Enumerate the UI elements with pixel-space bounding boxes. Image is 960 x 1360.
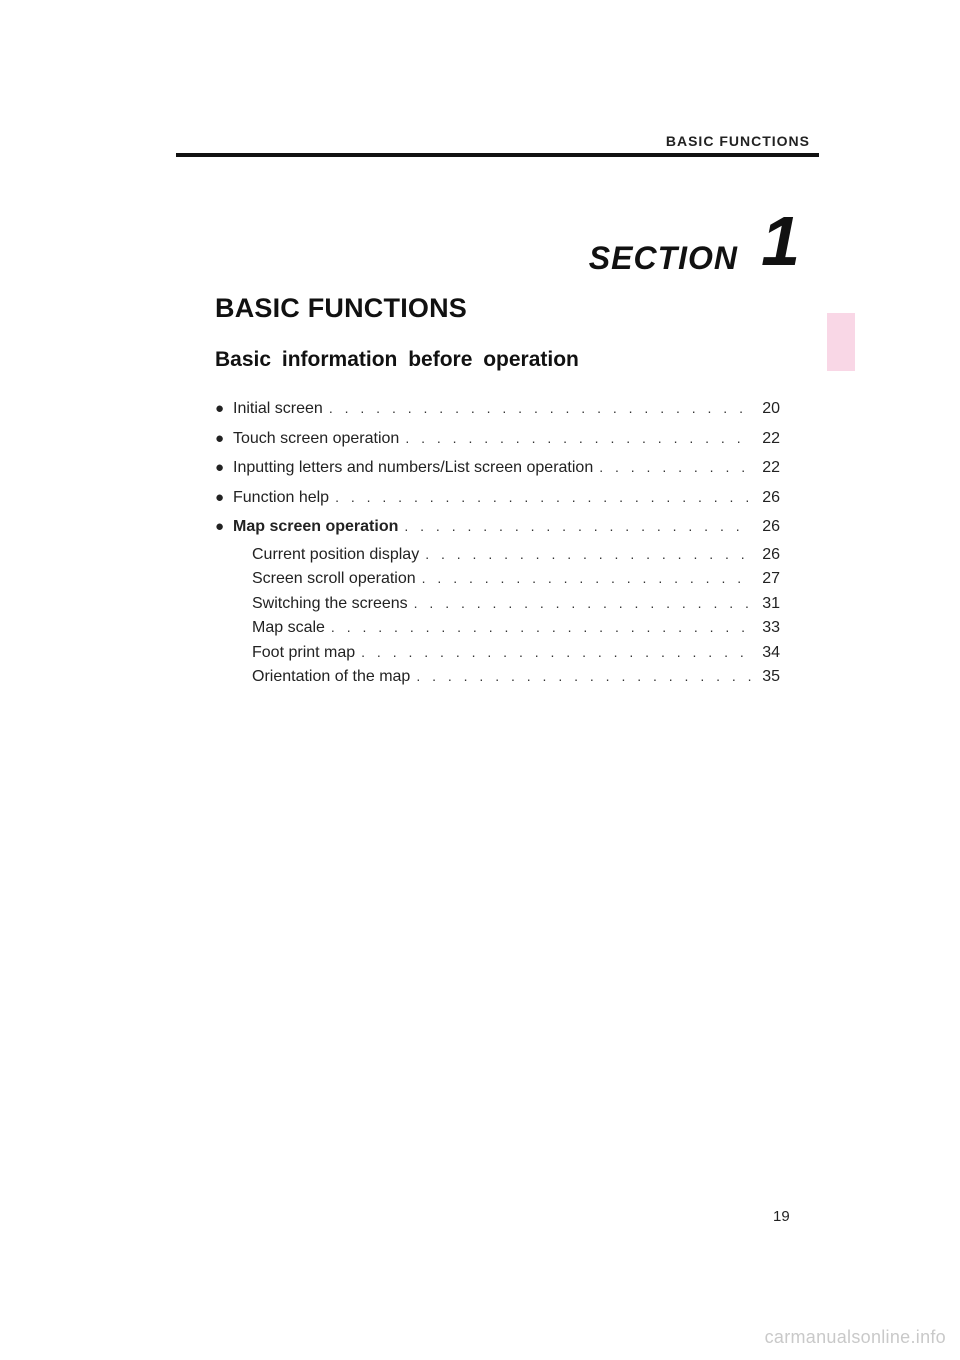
toc-label: Initial screen [233,400,323,417]
toc-page: 22 [762,429,780,447]
section-tab-marker [827,313,855,371]
toc-label: Screen scroll operation [252,570,416,587]
bullet-icon: ● [215,488,225,506]
toc-page: 26 [762,488,780,506]
toc-row[interactable] [215,640,780,665]
section-number: 1 [761,202,800,280]
toc-page: 26 [762,518,780,535]
toc-row[interactable] [215,453,780,483]
running-header: BASIC FUNCTIONS [665,133,810,149]
toc-label: Function help [233,488,330,506]
toc-page: 27 [762,570,780,587]
page-number: 19 [773,1208,790,1225]
dot-leader [425,542,752,567]
dot-leader [422,566,752,591]
toc-label: Map screen operation [233,518,399,535]
dot-leader [416,664,752,689]
toc-page: 22 [762,459,780,476]
toc-row[interactable] [215,394,780,424]
header-rule [176,153,819,157]
toc-row[interactable] [215,615,780,640]
toc-label: Inputting letters and numbers/List screen operation [233,459,594,476]
dot-leader [414,591,752,616]
bullet-icon: ● [215,429,225,447]
watermark: carmanualsonline.info [764,1327,946,1347]
toc-label: Switching the screens [252,594,408,612]
bullet-icon: ● [215,400,225,417]
toc-label: Current position display [252,545,420,563]
bullet-icon: ● [215,459,225,476]
toc-page: 31 [762,594,780,612]
toc-page: 35 [762,668,780,685]
toc-label: Orientation of the map [252,668,411,685]
dot-leader [361,640,752,665]
page-title: BASIC FUNCTIONS [215,293,467,323]
toc-row[interactable] [215,542,780,567]
dot-leader [405,424,752,454]
toc-page: 26 [762,545,780,563]
toc-page: 34 [762,643,780,661]
toc-row[interactable] [215,566,780,591]
section-label: SECTION [588,240,738,276]
toc-label: Map scale [252,619,325,636]
dot-leader [599,453,752,483]
toc-row[interactable] [215,483,780,513]
table-of-contents [215,394,780,689]
toc-row[interactable] [215,591,780,616]
toc-label: Foot print map [252,643,356,661]
toc-page: 20 [762,400,780,417]
toc-page: 33 [762,619,780,636]
toc-row[interactable] [215,664,780,689]
toc-row[interactable] [215,424,780,454]
subtitle: Basic information before operation [215,348,579,371]
dot-leader [335,483,752,513]
dot-leader [331,615,752,640]
bullet-icon: ● [215,518,225,535]
toc-label: Touch screen operation [233,429,400,447]
dot-leader [329,394,752,424]
dot-leader [404,512,752,542]
toc-row[interactable] [215,512,780,542]
